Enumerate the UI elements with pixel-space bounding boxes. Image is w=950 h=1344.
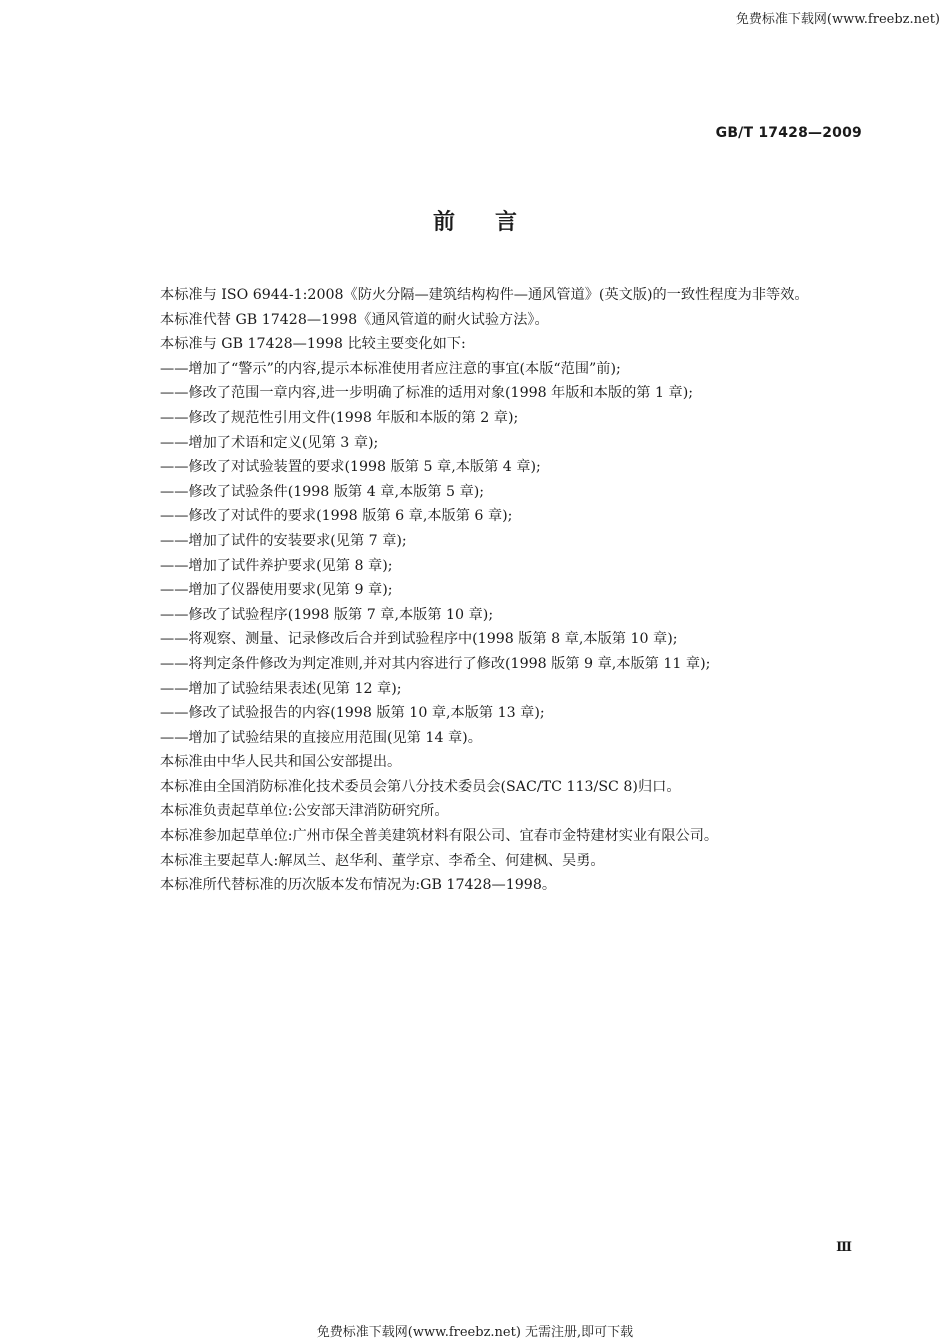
closing-paragraph: 本标准由全国消防标准化技术委员会第八分技术委员会(SAC/TC 113/SC 8)归口。 <box>160 778 681 795</box>
change-item: ——修改了试验程序(1998 版第 7 章,本版第 10 章); <box>160 606 494 623</box>
change-item: ——将判定条件修改为判定准则,并对其内容进行了修改(1998 版第 9 章,本版第 11 章); <box>160 655 711 672</box>
change-item: ——增加了试验结果表述(见第 12 章); <box>160 680 402 697</box>
closing-paragraph: 本标准所代替标准的历次版本发布情况为:GB 17428—1998。 <box>160 877 557 894</box>
closing-paragraph: 本标准负责起草单位:公安部天津消防研究所。 <box>160 803 449 820</box>
change-item: ——增加了试验结果的直接应用范围(见第 14 章)。 <box>160 729 482 746</box>
intro-paragraph: 本标准与 GB 17428—1998 比较主要变化如下: <box>160 336 466 353</box>
standard-number: GB/T 17428—2009 <box>715 125 862 141</box>
change-item: ——增加了仪器使用要求(见第 9 章); <box>160 582 393 599</box>
change-item: ——修改了对试件的要求(1998 版第 6 章,本版第 6 章); <box>160 508 513 525</box>
page-number: Ⅲ <box>836 1240 852 1255</box>
change-item: ——修改了范围一章内容,进一步明确了标准的适用对象(1998 年版和本版的第 1 章); <box>160 385 694 402</box>
change-item: ——将观察、测量、记录修改后合并到试验程序中(1998 版第 8 章,本版第 10 章); <box>160 631 678 648</box>
change-item: ——修改了规范性引用文件(1998 年版和本版的第 2 章); <box>160 409 519 426</box>
closing-paragraph: 本标准参加起草单位:广州市保全普美建筑材料有限公司、宜春市金特建材实业有限公司。 <box>160 828 719 845</box>
foreword-body <box>132 283 867 898</box>
change-item: ——修改了试验条件(1998 版第 4 章,本版第 5 章); <box>160 483 485 500</box>
watermark-top: 免费标准下载网(www.freebz.net) <box>735 12 940 27</box>
change-item: ——增加了“警示”的内容,提示本标准使用者应注意的事宜(本版“范围”前); <box>160 360 621 377</box>
change-item: ——修改了对试验装置的要求(1998 版第 5 章,本版第 4 章); <box>160 459 541 476</box>
closing-paragraph: 本标准由中华人民共和国公安部提出。 <box>160 754 402 771</box>
closing-paragraph: 本标准主要起草人:解凤兰、赵华利、董学京、李希全、何建枫、吴勇。 <box>160 852 605 869</box>
change-item: ——增加了术语和定义(见第 3 章); <box>160 434 379 451</box>
change-item: ——增加了试件的安装要求(见第 7 章); <box>160 532 407 549</box>
intro-paragraph: 本标准与 ISO 6944-1:2008《防火分隔—建筑结构构件—通风管道》(英文版)的一致性程度为非等效。 <box>160 287 809 303</box>
intro-paragraph: 本标准代替 GB 17428—1998《通风管道的耐火试验方法》。 <box>160 311 549 328</box>
change-item: ——修改了试验报告的内容(1998 版第 10 章,本版第 13 章); <box>160 705 545 722</box>
change-item: ——增加了试件养护要求(见第 8 章); <box>160 557 393 574</box>
page-title: 前言 <box>432 210 557 235</box>
watermark-bottom: 免费标准下载网(www.freebz.net) 无需注册,即可下载 <box>316 1325 634 1340</box>
